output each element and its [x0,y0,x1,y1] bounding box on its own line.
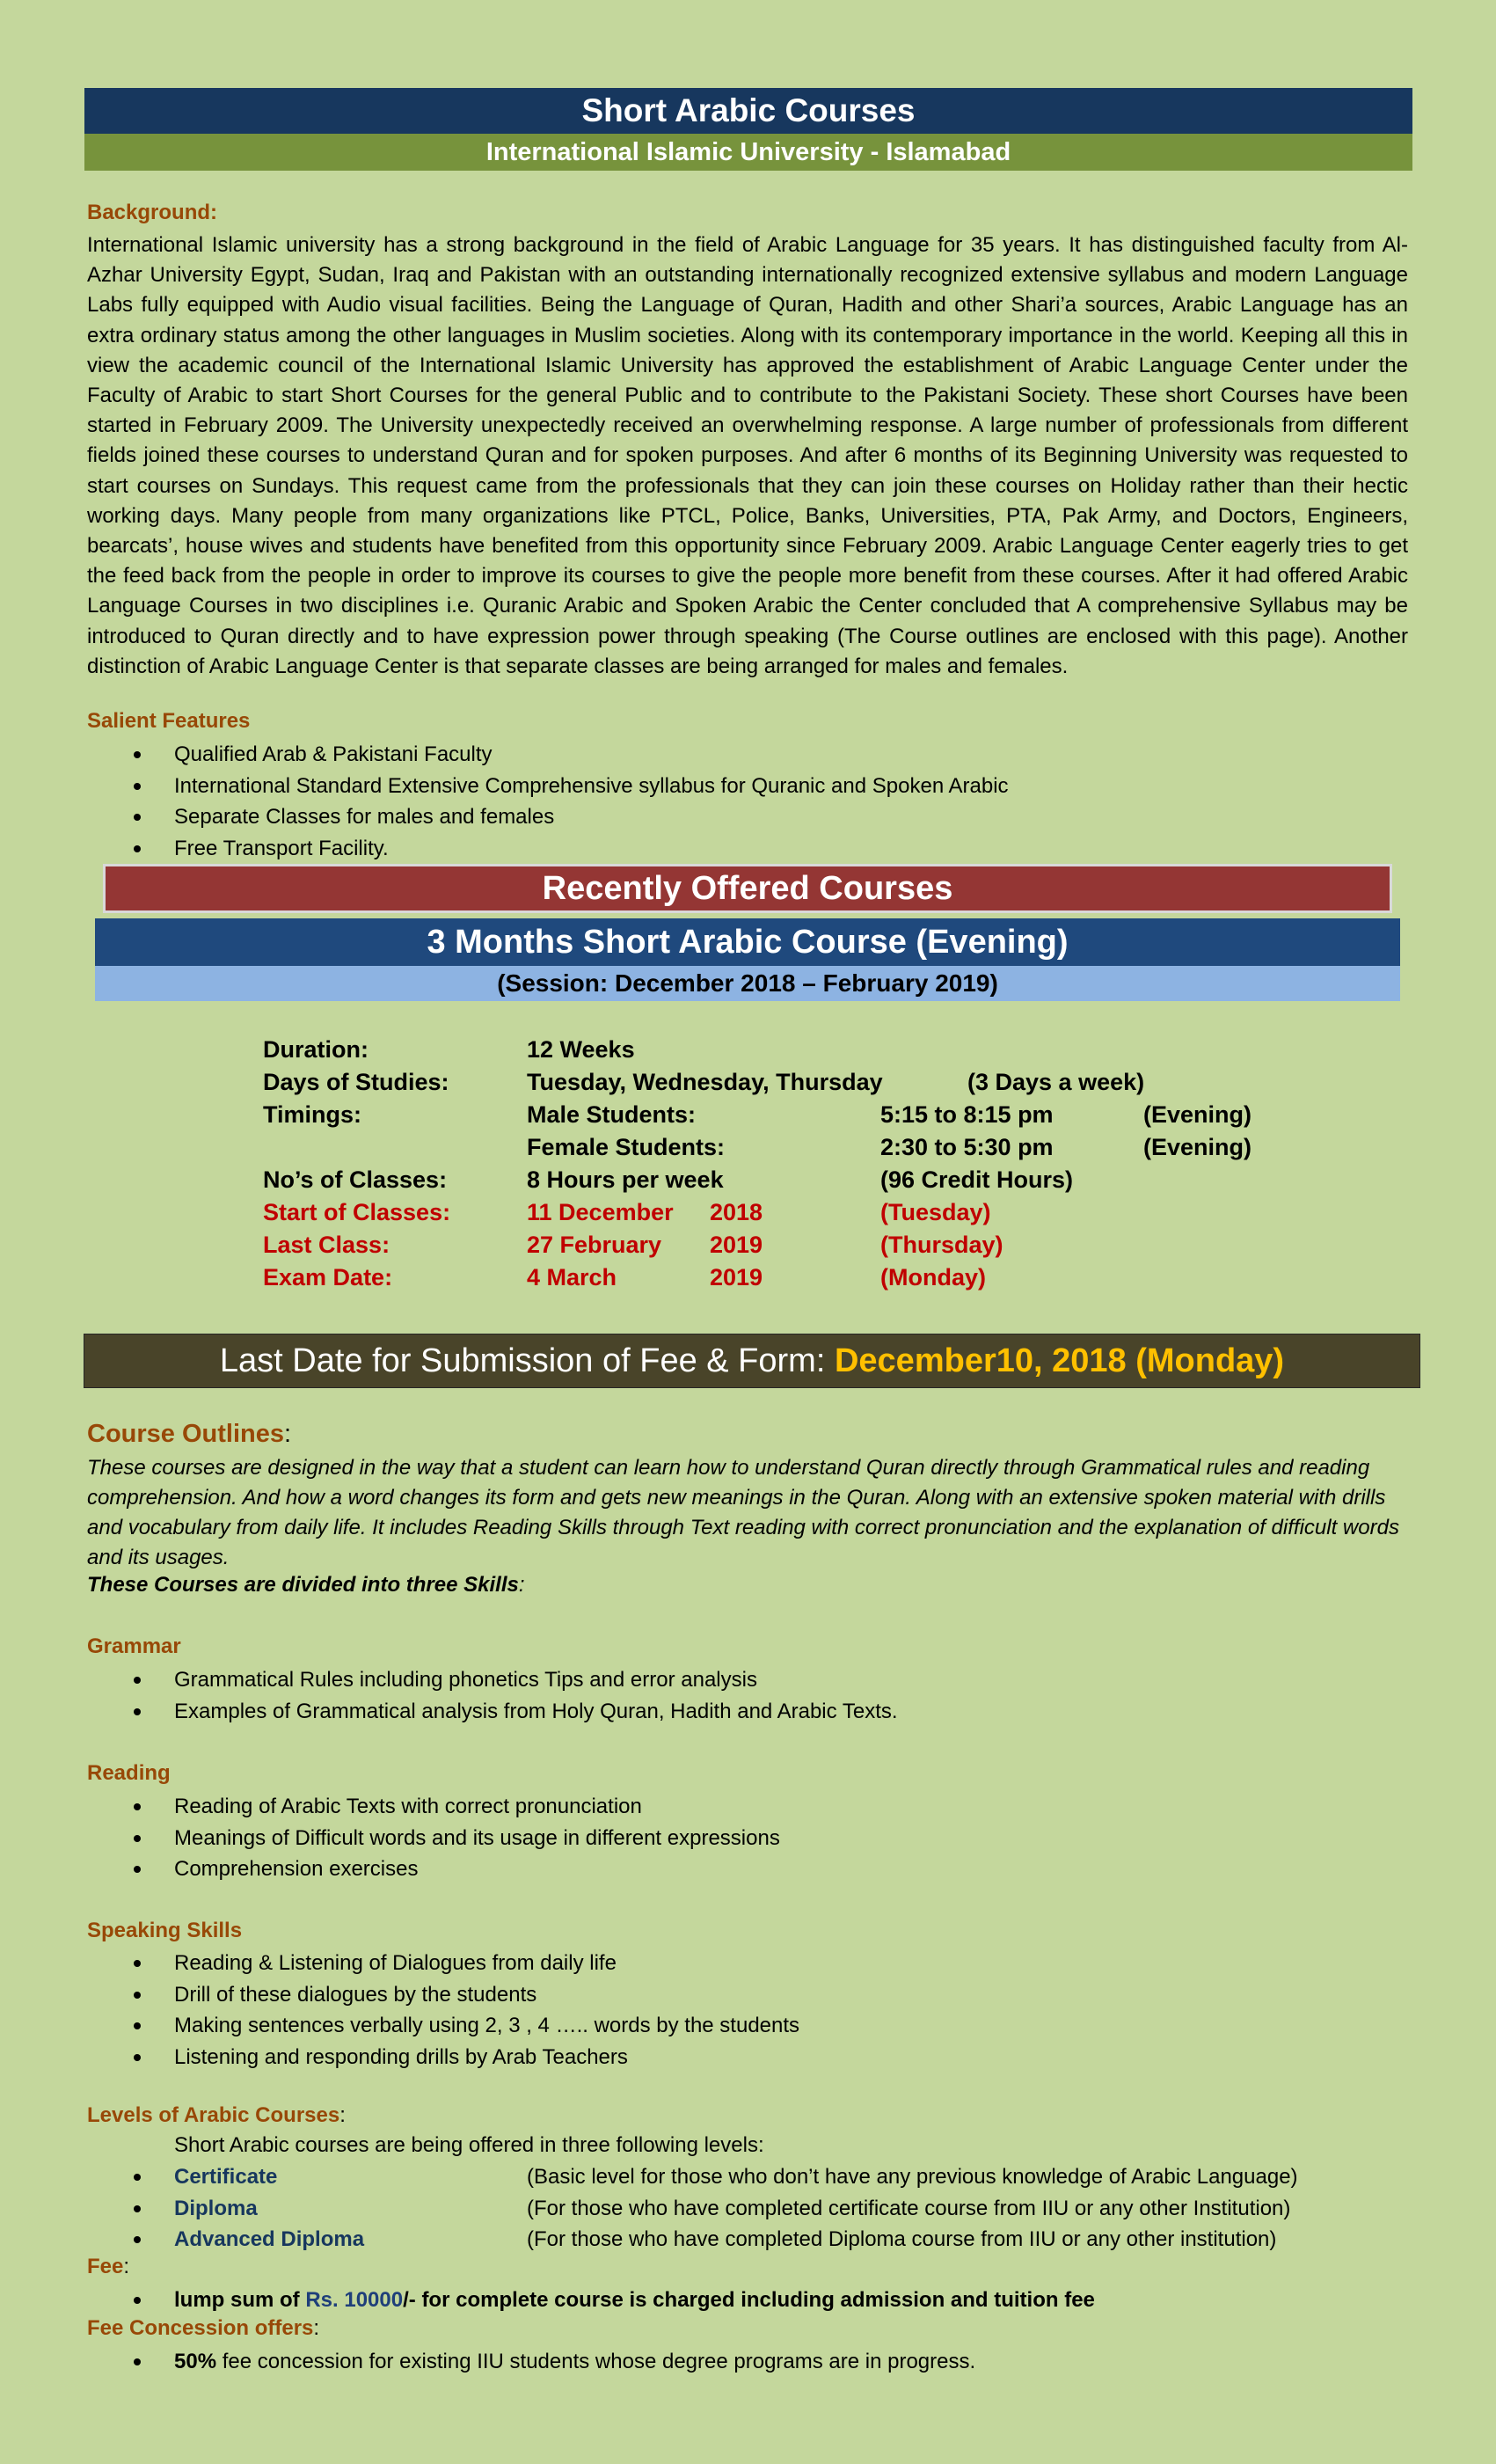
deadline-label: Last Date for Submission of Fee & Form: [219,1342,826,1379]
fee-title: Fee [87,2255,124,2278]
course-outlines-heading [87,1420,291,1449]
salient-features-list [87,739,1009,864]
list-item: Meanings of Difficult words and its usage in different expressions [87,1823,780,1854]
list-item: International Standard Extensive Comprehensive syllabus for Quranic and Spoken Arabic [87,771,1009,802]
page-title: Short Arabic Courses [84,88,1412,134]
list-item: Drill of these dialogues by the students [87,1979,799,2011]
skills-intro-bold: These Courses are divided into three Skills [87,1573,519,1597]
levels-colon: : [339,2103,346,2127]
background-paragraph: International Islamic university has a strong background in the field of Arabic Language for 35 years. It has distinguished faculty from Al-Azhar University Egypt, Sudan, Iraq and Pakistan with an outstanding internationally recognized extensive syllabus and modern Language Labs fully equipped with Audio visual facilities. Being the Language of Quran, Hadith and other Shari’a sources, Arabic Language has an extra ordinary status among the other languages in Muslim societies. Along with its contemporary importance in the world. Keeping all this in view the academic council of the International Islamic University has approved the establishment of Arabic Language Center under the Faculty of Arabic to start Short Courses for the general Public and to contribute to the Pakistani Society. These short Courses have been started in February 2009. The University unexpectedly received an overwhelming response. A large number of professionals from different fields joined these courses to understand Quran and for spoken purposes. And after 6 months of its Beginning University was requested to start courses on Sundays. This request came from the professionals that they can join these courses on Holiday rather than their hectic working days. Many people from many organizations like PTCL, Police, Banks, Universities, PTA, Pak Army, and Doctors, Engineers, bearcats’, house wives and students have benefited from this opportunity since February 2009. Arabic Language Center eagerly tries to get the feed back from the people in order to improve its courses to give the people more benefit from these courses. After it had offered Arabic Language Courses in two disciplines i.e. Quranic Arabic and Spoken Arabic the Center concluded that A comprehensive Syllabus may be introduced to Quran directly and to have expression power through speaking (The Course outlines are enclosed with this page). Another distinction of Arabic Language Center is that separate classes are being arranged for males and females. [87,233,1408,678]
male-time: 5:15 to 8:15 pm [880,1101,1054,1128]
female-note: (Evening) [1143,1134,1252,1160]
level-item [87,2224,1277,2256]
fee-colon: : [123,2255,130,2278]
classes-label: No’s of Classes: [263,1166,448,1193]
female-time: 2:30 to 5:30 pm [880,1134,1054,1160]
grammar-list [87,1664,898,1727]
last-class-year: 2019 [710,1232,763,1258]
days-value: Tuesday, Wednesday, Thursday [527,1069,883,1095]
exam-label: Exam Date: [263,1264,393,1290]
start-year: 2018 [710,1199,763,1225]
fee-prefix: lump sum of [174,2288,306,2312]
duration-value: 12 Weeks [527,1036,635,1063]
male-note: (Evening) [1143,1101,1252,1128]
fee-list [87,2285,1095,2316]
speaking-list [87,1948,799,2073]
list-item: Making sentences verbally using 2, 3 , 4 ….. words by the students [87,2010,799,2042]
levels-heading [87,2103,346,2128]
start-date: 11 December [527,1199,674,1225]
timings-label: Timings: [263,1101,362,1128]
days-note: (3 Days a week) [967,1069,1145,1095]
list-item: Grammatical Rules including phonetics Tips and error analysis [87,1664,898,1696]
female-label: Female Students: [527,1134,726,1160]
levels-list [87,2161,1298,2256]
exam-year: 2019 [710,1264,763,1290]
course-outlines-paragraph: These courses are designed in the way that a student can learn how to understand Quran directly through Grammatical rules and reading comprehension. And how a word changes its form and gets new meanings in the Quran. Along with an extensive spoken material with drills and vocabulary from daily life. It includes Reading Skills through Text reading with correct pronunciation and the explanation of difficult words and its usages. [87,1456,1399,1569]
grammar-heading: Grammar [87,1634,181,1658]
concession-heading [87,2316,319,2341]
levels-intro: Short Arabic courses are being offered in three following levels: [174,2133,764,2157]
reading-list [87,1791,780,1885]
classes-note: (96 Credit Hours) [880,1166,1074,1193]
last-class-date: 27 February [527,1232,662,1258]
reading-heading: Reading [87,1761,171,1785]
level-name: Diploma [174,2196,258,2220]
speaking-heading: Speaking Skills [87,1919,243,1942]
list-item: Listening and responding drills by Arab Teachers [87,2042,799,2073]
days-label: Days of Studies: [263,1069,449,1095]
last-class-day: (Thursday) [880,1232,1003,1258]
skills-intro [87,1573,525,1598]
male-label: Male Students: [527,1101,697,1128]
concession-percent: 50% [174,2350,217,2373]
list-item: Reading of Arabic Texts with correct pronunciation [87,1791,780,1823]
start-day: (Tuesday) [880,1199,991,1225]
level-item [87,2193,1291,2225]
concession-title: Fee Concession offers [87,2316,314,2340]
exam-date: 4 March [527,1264,617,1290]
concession-item [87,2346,975,2378]
course-title: 3 Months Short Arabic Course (Evening) [95,918,1400,966]
session-dates: (Session: December 2018 – February 2019) [95,966,1400,1001]
classes-value: 8 Hours per week [527,1166,724,1193]
course-outlines-title: Course Outlines [87,1420,284,1448]
salient-features-heading: Salient Features [87,709,251,733]
concession-text: fee concession for existing IIU students whose degree programs are in progress. [216,2350,976,2373]
fee-suffix: /- for complete course is charged including admission and tuition fee [403,2288,1095,2312]
list-item: Examples of Grammatical analysis from Holy Quran, Hadith and Arabic Texts. [87,1696,898,1728]
submission-deadline-banner [84,1334,1420,1388]
duration-label: Duration: [263,1036,369,1063]
fee-heading [87,2255,129,2279]
skills-intro-colon: : [518,1573,525,1597]
deadline-date: December10, 2018 (Monday) [834,1342,1285,1379]
level-name: Advanced Diploma [174,2227,365,2251]
list-item: Comprehension exercises [87,1853,780,1885]
exam-day: (Monday) [880,1264,986,1290]
concession-list [87,2346,975,2378]
list-item: Separate Classes for males and females [87,801,1009,833]
recently-offered-heading: Recently Offered Courses [103,864,1392,913]
list-item: Qualified Arab & Pakistani Faculty [87,739,1009,771]
last-class-label: Last Class: [263,1232,390,1258]
level-desc: (Basic level for those who don’t have any previous knowledge of Arabic Language) [527,2165,1298,2189]
fee-item [87,2285,1095,2316]
fee-amount: Rs. 10000 [305,2288,404,2312]
level-desc: (For those who have completed Diploma course from IIU or any other institution) [527,2227,1277,2251]
levels-title: Levels of Arabic Courses [87,2103,340,2127]
course-outlines-colon: : [284,1420,292,1448]
concession-colon: : [313,2316,320,2340]
level-item [87,2161,1298,2193]
level-desc: (For those who have completed certificate course from IIU or any other Institution) [527,2196,1291,2220]
background-heading: Background: [87,201,218,224]
list-item: Free Transport Facility. [87,833,1009,865]
start-label: Start of Classes: [263,1199,451,1225]
list-item: Reading & Listening of Dialogues from daily life [87,1948,799,1979]
level-name: Certificate [174,2165,278,2189]
page-subtitle: International Islamic University - Islamabad [84,134,1412,171]
